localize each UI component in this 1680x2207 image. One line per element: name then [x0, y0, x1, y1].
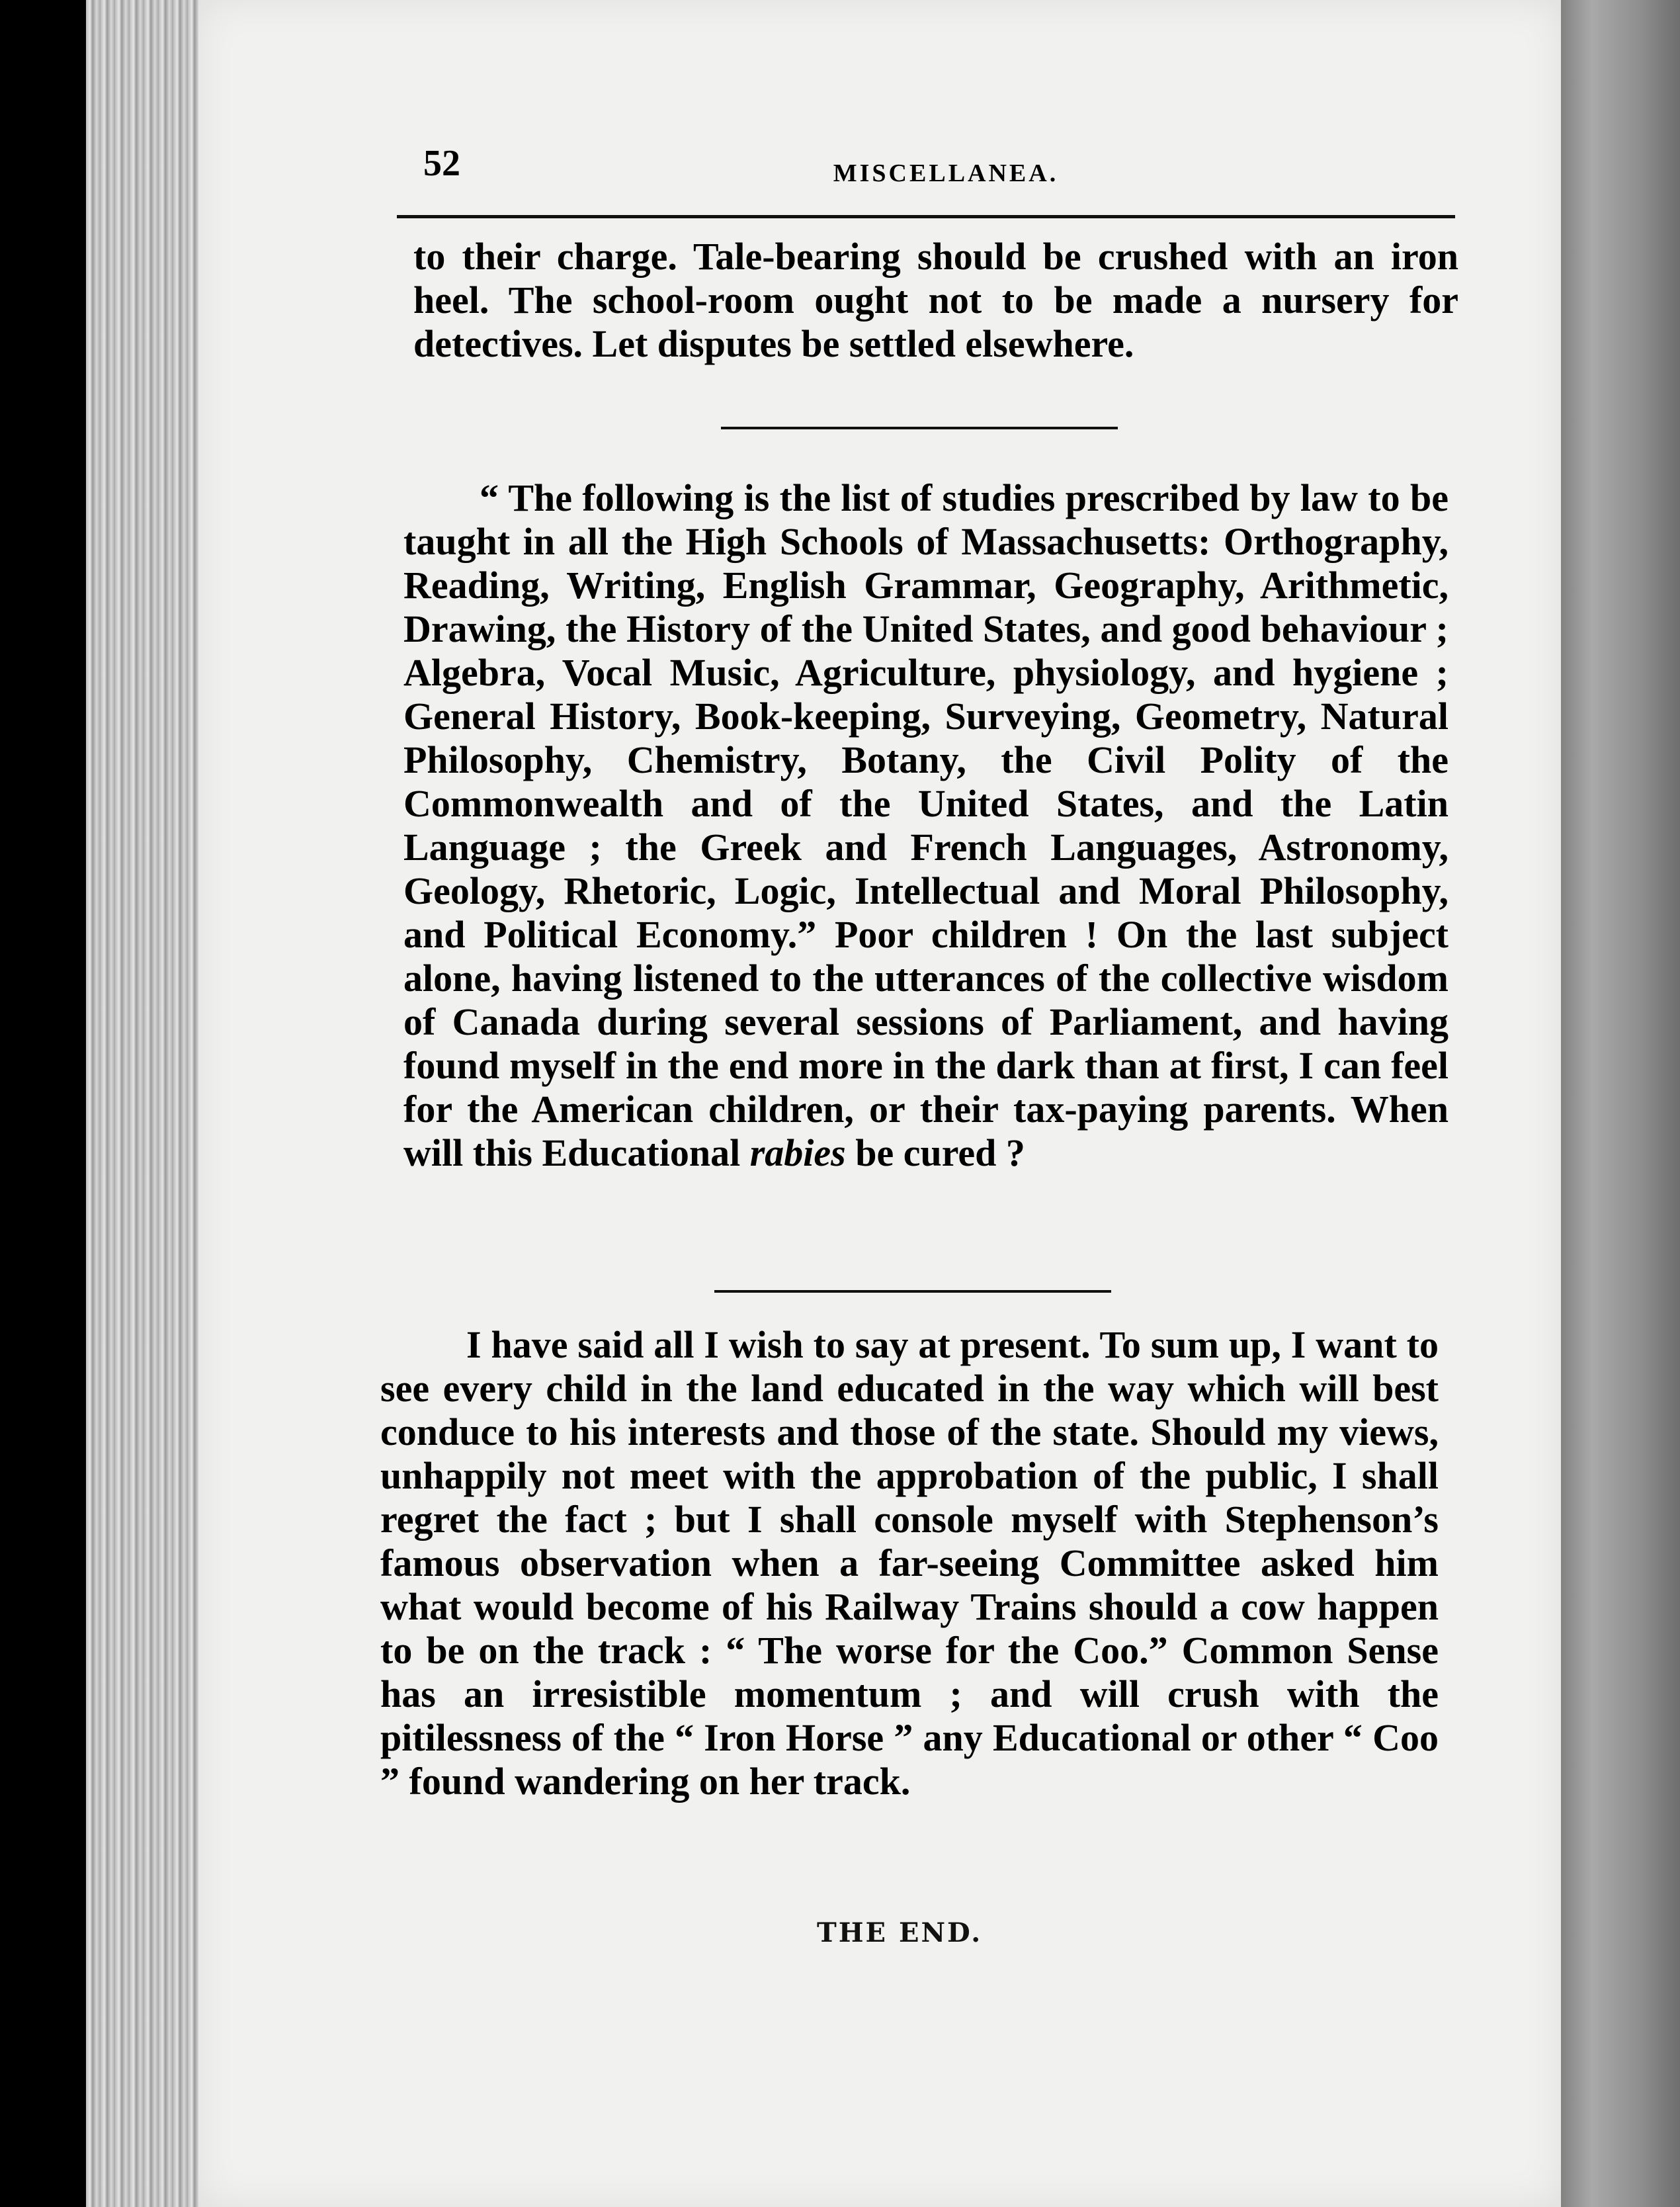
paragraph-1: to their charge. Tale-bearing should be crushed with an iron heel. The school-room ought not to be made a nursery for detectives. Let disputes be settled elsewhere.	[413, 235, 1458, 365]
section-divider-1	[721, 427, 1118, 429]
page-edges	[86, 0, 205, 2207]
facing-page	[1554, 0, 1680, 2207]
running-head: MISCELLANEA.	[833, 159, 1059, 187]
paragraph-2-end: be cured ?	[855, 1131, 1025, 1174]
paragraph-2-text: “ The following is the list of studies prescribed by law to be taught in all the High Schools of Massachusetts: Orthography, Reading, Writing, English Grammar, Geography, Arithmetic, Drawing, the History of the United States, and good behaviour ; Algebra, Vocal Music, Agriculture, physiology, and hygiene ; General History, Book-keeping, Surveying, Geometry, Natural Philosophy, Chemistry, Botany, the Civil Polity of the Commonwealth and of the United States, and the Latin Language ; the Greek and French Languages, Astronomy, Geology, Rhetoric, Logic, Intellectual and Moral Philosophy, and Political Economy.” Poor children ! On the last subject alone, having listened to the utterances of the collective wisdom of Canada during several sessions of Parliament, and having found myself in the end more in the dark than at first, I can feel for the American children, or their tax-paying parents. When will this Educational	[403, 476, 1449, 1174]
paragraph-2-italic: rabies	[749, 1131, 846, 1174]
header-rule	[397, 215, 1455, 218]
section-divider-2	[714, 1290, 1111, 1293]
paragraph-3: I have said all I wish to say at present. To sum up, I want to see every child in the land educated in the way which will best conduce to his interests and those of the state. Should my views, unhappily not meet with the approbation of the public, I shall regret the fact ; but I shall console myself with Stephenson’s famous observation when a far-seeing Committee asked him what would become of his Railway Trains should a cow happen to be on the track : “ The worse for the Coo.” Common Sense has an irresistible momentum ; and will crush with the pitilessness of the “ Iron Horse ” any Educational or other “ Coo ” found wandering on her track.	[380, 1323, 1439, 1803]
the-end-label: THE END.	[817, 1917, 983, 1948]
page-number: 52	[423, 143, 460, 184]
paragraph-2	[403, 476, 1449, 1175]
